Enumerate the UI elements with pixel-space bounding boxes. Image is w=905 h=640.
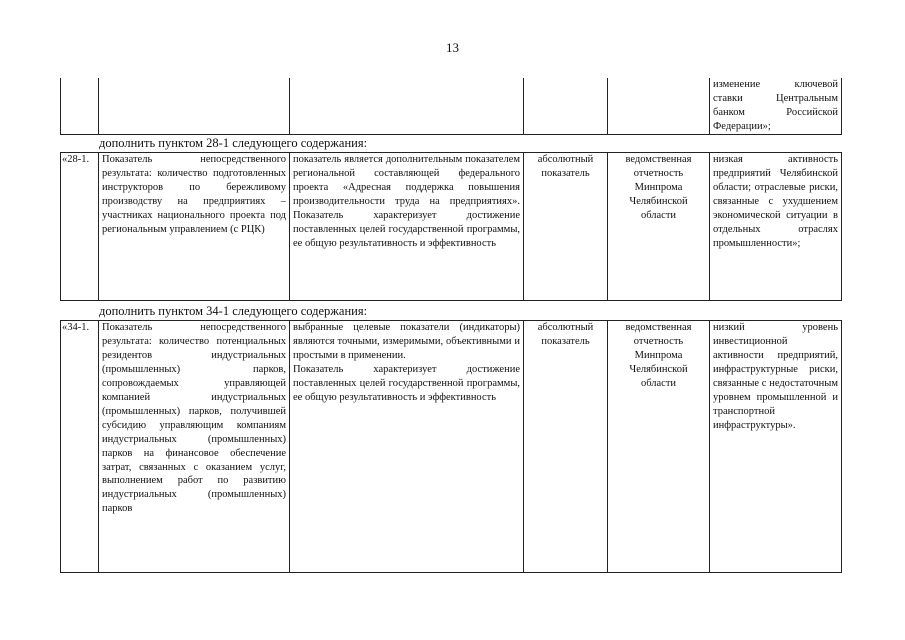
cell-type — [524, 78, 608, 134]
cell-source: ведомственная отчетность Минпрома Челябинской области — [608, 153, 710, 301]
cell-type: абсолютный показатель — [524, 153, 608, 301]
cell-num: «34-1. — [61, 321, 99, 573]
page-number: 13 — [446, 40, 459, 55]
cell-description: показатель является дополнительным показателем региональной составляющей федерального проекта «Адресная поддержка повышения производительности труда на предприятиях». Показатель характеризует достижение поставленных целей государственной программы, ее общую результативность и эффективность — [290, 153, 524, 301]
cell-num: «28-1. — [61, 153, 99, 301]
table-row — [61, 321, 842, 573]
cell-risk: низкая активность предприятий Челябинской области; отраслевые риски, связанные с ухудшением экономической ситуации в отдельных отраслях промышленности»; — [710, 153, 842, 301]
amendment-28-1: дополнить пунктом 28-1 следующего содержания: — [99, 136, 368, 150]
table-row-34-1 — [60, 320, 842, 573]
table-continued — [60, 78, 842, 135]
description-paragraph-1: выбранные целевые показатели (индикаторы) являются точными, измеримыми, объективными и простыми в применении. — [293, 322, 520, 361]
table-row — [61, 153, 842, 301]
amendment-34-1: дополнить пунктом 34-1 следующего содержания: — [99, 304, 368, 318]
cell-name: Показатель непосредственного результата: количество потенциальных резидентов индустриальных (промышленных) парков, сопровождаемых управляющей компанией индустриальных (промышленных) парков, получившей субсидию управляющим компаниям индустриальных (промышленных) парков на финансовое обеспечение затрат, связанных с оказанием услуг, выполнением работ по развитию индустриальных (промышленных) парков — [99, 321, 290, 573]
cell-num — [61, 78, 99, 134]
description-paragraph-2: Показатель характеризует достижение поставленных целей государственной программы, ее общую результативность и эффективность — [293, 363, 520, 403]
cell-name — [99, 78, 290, 134]
cell-description — [290, 321, 524, 573]
cell-risk: изменение ключевой ставки Центральным банком Российской Федерации»; — [710, 78, 842, 134]
cell-name: Показатель непосредственного результата: количество подготовленных инструкторов по бережливому производству на предприятиях – участниках национального проекта под региональным управлением (с РЦК) — [99, 153, 290, 301]
table-row — [61, 78, 842, 134]
cell-description — [290, 78, 524, 134]
cell-type: абсолютный показатель — [524, 321, 608, 573]
cell-risk: низкий уровень инвестиционной активности предприятий, инфраструктурные риски, связанные с недостаточным уровнем промышленной и транспортной инфраструктуры». — [710, 321, 842, 573]
cell-source: ведомственная отчетность Минпрома Челябинской области — [608, 321, 710, 573]
table-row-28-1 — [60, 152, 842, 301]
cell-source — [608, 78, 710, 134]
